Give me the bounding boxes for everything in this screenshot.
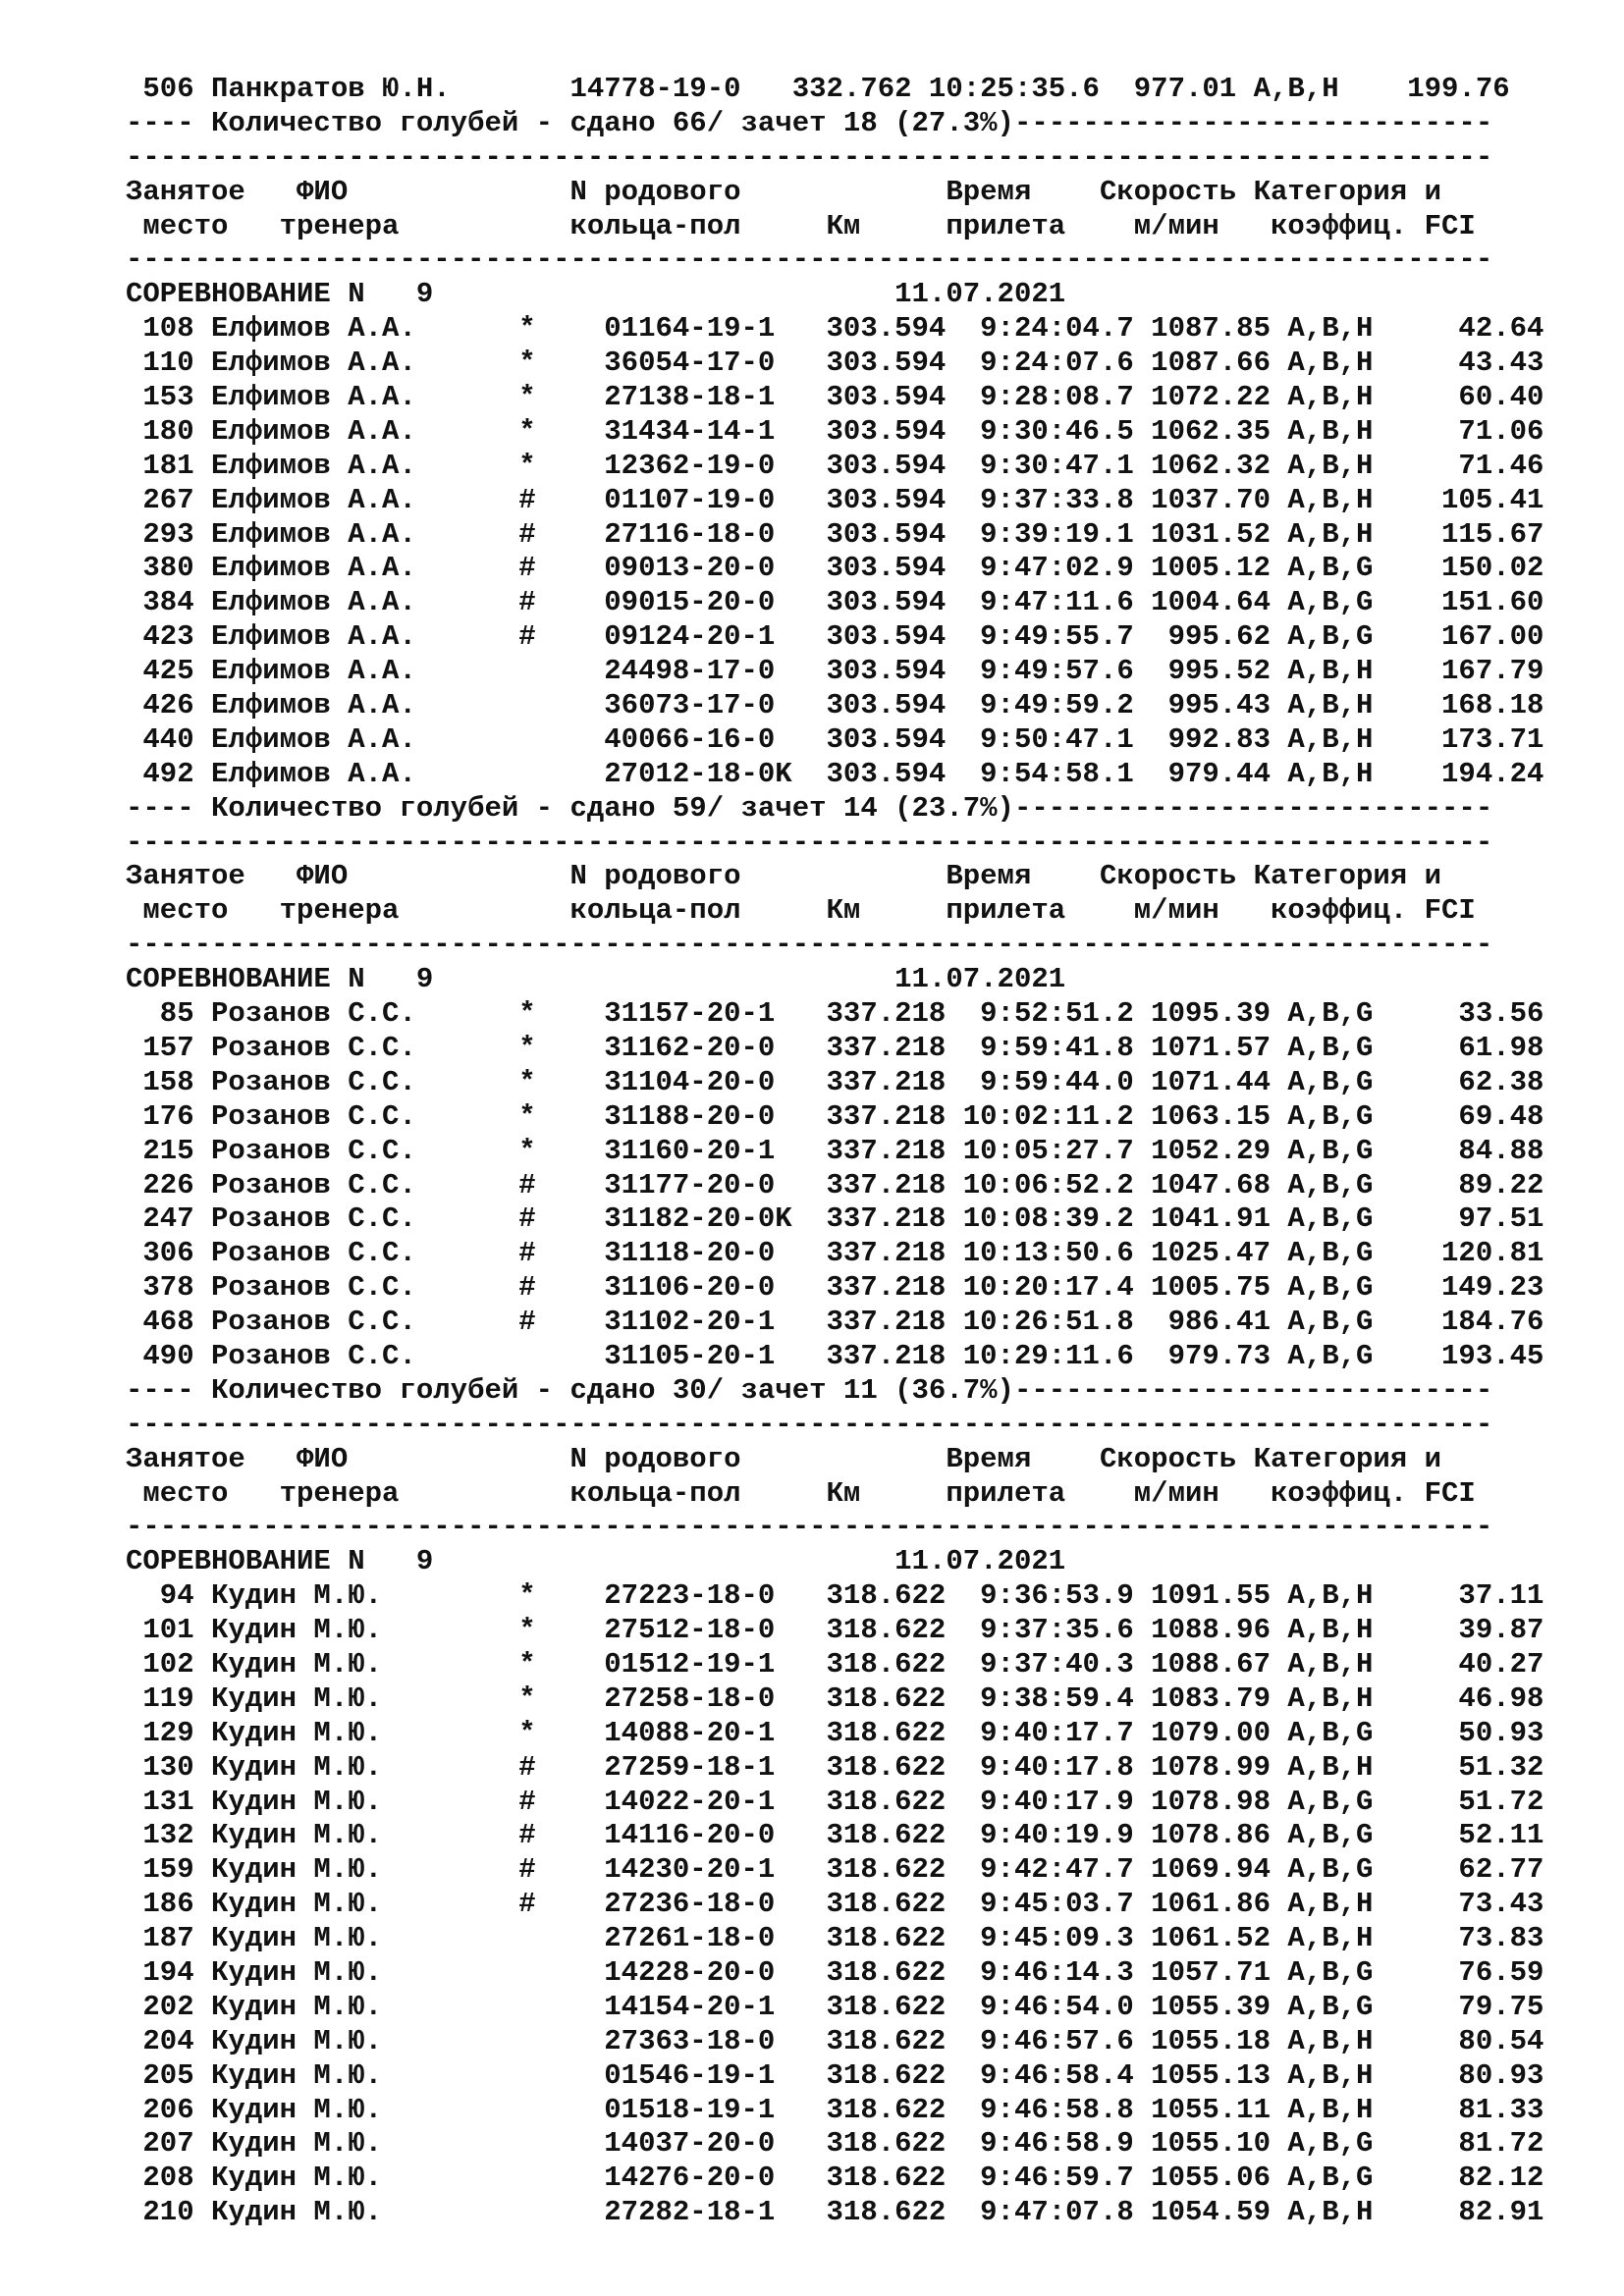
separator-rule: -------------------------------------------------------------------------------- — [126, 826, 1493, 859]
result-row: 267 Елфимов А.А. # 01107-19-0 303.594 9:37:33.8 1037.70 A,B,H 105.41 — [126, 483, 1544, 516]
result-row: 210 Кудин М.Ю. 27282-18-1 318.622 9:47:07.8 1054.59 A,B,H 82.91 — [126, 2196, 1544, 2229]
result-row: 176 Розанов С.С. * 31188-20-0 337.218 10:02:11.2 1063.15 A,B,G 69.48 — [126, 1099, 1544, 1133]
result-row: 490 Розанов С.С. 31105-20-1 337.218 10:29:11.6 979.73 A,B,G 193.45 — [126, 1339, 1544, 1372]
result-row: 226 Розанов С.С. # 31177-20-0 337.218 10:06:52.2 1047.68 A,B,G 89.22 — [126, 1168, 1544, 1201]
column-header-line-2: место тренера кольца-пол Км прилета м/мин коэффиц. FCI — [126, 1476, 1476, 1510]
separator-rule: -------------------------------------------------------------------------------- — [126, 243, 1493, 277]
competition-title: СОРЕВНОВАНИЕ N 9 11.07.2021 — [126, 278, 1066, 311]
pigeon-count-summary: ---- Количество голубей - сдано 59/ зачет 14 (23.7%)---------------------------- — [126, 791, 1493, 825]
result-row: 94 Кудин М.Ю. * 27223-18-0 318.622 9:36:53.9 1091.55 A,B,H 37.11 — [126, 1579, 1544, 1613]
result-row: 468 Розанов С.С. # 31102-20-1 337.218 10:26:51.8 986.41 A,B,G 184.76 — [126, 1306, 1544, 1339]
separator-rule: -------------------------------------------------------------------------------- — [126, 1408, 1493, 1441]
result-row: 130 Кудин М.Ю. # 27259-18-1 318.622 9:40:17.8 1078.99 A,B,H 51.32 — [126, 1750, 1544, 1784]
result-row: 208 Кудин М.Ю. 14276-20-0 318.622 9:46:59.7 1055.06 A,B,G 82.12 — [126, 2162, 1544, 2195]
result-row: 205 Кудин М.Ю. 01546-19-1 318.622 9:46:58.4 1055.13 A,B,H 80.93 — [126, 2058, 1544, 2092]
result-row: 194 Кудин М.Ю. 14228-20-0 318.622 9:46:14.3 1057.71 A,B,G 76.59 — [126, 1955, 1544, 1989]
competition-title: СОРЕВНОВАНИЕ N 9 11.07.2021 — [126, 963, 1066, 996]
result-row: 293 Елфимов А.А. # 27116-18-0 303.594 9:39:19.1 1031.52 A,B,H 115.67 — [126, 517, 1544, 551]
result-row: 380 Елфимов А.А. # 09013-20-0 303.594 9:47:02.9 1005.12 A,B,G 150.02 — [126, 552, 1544, 585]
result-row: 440 Елфимов А.А. 40066-16-0 303.594 9:50:47.1 992.83 A,B,H 173.71 — [126, 722, 1544, 756]
result-row: 215 Розанов С.С. * 31160-20-1 337.218 10:05:27.7 1052.29 A,B,G 84.88 — [126, 1134, 1544, 1167]
result-row: 425 Елфимов А.А. 24498-17-0 303.594 9:49:57.6 995.52 A,B,H 167.79 — [126, 655, 1544, 688]
result-row: 186 Кудин М.Ю. # 27236-18-0 318.622 9:45:03.7 1061.86 A,B,H 73.43 — [126, 1888, 1544, 1921]
result-row: 181 Елфимов А.А. * 12362-19-0 303.594 9:30:47.1 1062.32 A,B,H 71.46 — [126, 449, 1544, 482]
result-row: 492 Елфимов А.А. 27012-18-0K 303.594 9:54:58.1 979.44 A,B,H 194.24 — [126, 757, 1544, 790]
separator-rule: -------------------------------------------------------------------------------- — [126, 140, 1493, 174]
column-header-line-2: место тренера кольца-пол Км прилета м/мин коэффиц. FCI — [126, 894, 1476, 928]
first-result-row: 506 Панкратов Ю.Н. 14778-19-0 332.762 10:25:35.6 977.01 A,B,H 199.76 — [126, 73, 1510, 105]
result-row: 131 Кудин М.Ю. # 14022-20-1 318.622 9:40:17.9 1078.98 A,B,G 51.72 — [126, 1785, 1544, 1818]
competition-title: СОРЕВНОВАНИЕ N 9 11.07.2021 — [126, 1545, 1066, 1578]
result-row: 129 Кудин М.Ю. * 14088-20-1 318.622 9:40:17.7 1079.00 A,B,G 50.93 — [126, 1716, 1544, 1749]
result-row: 204 Кудин М.Ю. 27363-18-0 318.622 9:46:57.6 1055.18 A,B,H 80.54 — [126, 2024, 1544, 2057]
result-row: 426 Елфимов А.А. 36073-17-0 303.594 9:49:59.2 995.43 A,B,H 168.18 — [126, 689, 1544, 722]
result-row: 159 Кудин М.Ю. # 14230-20-1 318.622 9:42:47.7 1069.94 A,B,G 62.77 — [126, 1853, 1544, 1887]
result-row: 153 Елфимов А.А. * 27138-18-1 303.594 9:28:08.7 1072.22 A,B,H 60.40 — [126, 381, 1544, 414]
result-row: 158 Розанов С.С. * 31104-20-0 337.218 9:59:44.0 1071.44 A,B,G 62.38 — [126, 1065, 1544, 1098]
result-row: 306 Розанов С.С. # 31118-20-0 337.218 10:13:50.6 1025.47 A,B,G 120.81 — [126, 1237, 1544, 1270]
result-row: 119 Кудин М.Ю. * 27258-18-0 318.622 9:38:59.4 1083.79 A,B,H 46.98 — [126, 1682, 1544, 1715]
separator-rule: -------------------------------------------------------------------------------- — [126, 929, 1493, 962]
column-header-line-1: Занятое ФИО N родового Время Скорость Категория и — [126, 1442, 1442, 1475]
result-row: 384 Елфимов А.А. # 09015-20-0 303.594 9:47:11.6 1004.64 A,B,G 151.60 — [126, 586, 1544, 619]
result-row: 180 Елфимов А.А. * 31434-14-1 303.594 9:30:46.5 1062.35 A,B,H 71.06 — [126, 414, 1544, 448]
result-row: 108 Елфимов А.А. * 01164-19-1 303.594 9:24:04.7 1087.85 A,B,H 42.64 — [126, 312, 1544, 346]
column-header-line-2: место тренера кольца-пол Км прилета м/мин коэффиц. FCI — [126, 209, 1476, 242]
pigeon-count-summary: ---- Количество голубей - сдано 66/ зачет 18 (27.3%)---------------------------- — [126, 106, 1493, 139]
result-row: 378 Розанов С.С. # 31106-20-0 337.218 10:20:17.4 1005.75 A,B,G 149.23 — [126, 1271, 1544, 1305]
result-row: 247 Розанов С.С. # 31182-20-0K 337.218 10:08:39.2 1041.91 A,B,G 97.51 — [126, 1202, 1544, 1236]
result-row: 202 Кудин М.Ю. 14154-20-1 318.622 9:46:54.0 1055.39 A,B,G 79.75 — [126, 1990, 1544, 2023]
result-row: 206 Кудин М.Ю. 01518-19-1 318.622 9:46:58.8 1055.11 A,B,H 81.33 — [126, 2093, 1544, 2126]
column-header-line-1: Занятое ФИО N родового Время Скорость Категория и — [126, 860, 1442, 893]
result-row: 157 Розанов С.С. * 31162-20-0 337.218 9:59:41.8 1071.57 A,B,G 61.98 — [126, 1031, 1544, 1064]
result-row: 187 Кудин М.Ю. 27261-18-0 318.622 9:45:09.3 1061.52 A,B,H 73.83 — [126, 1922, 1544, 1955]
result-row: 423 Елфимов А.А. # 09124-20-1 303.594 9:49:55.7 995.62 A,B,G 167.00 — [126, 620, 1544, 654]
result-row: 102 Кудин М.Ю. * 01512-19-1 318.622 9:37:40.3 1088.67 A,B,H 40.27 — [126, 1647, 1544, 1681]
result-row: 110 Елфимов А.А. * 36054-17-0 303.594 9:24:07.6 1087.66 A,B,H 43.43 — [126, 347, 1544, 380]
result-row: 132 Кудин М.Ю. # 14116-20-0 318.622 9:40:19.9 1078.86 A,B,G 52.11 — [126, 1819, 1544, 1852]
column-header-line-1: Занятое ФИО N родового Время Скорость Категория и — [126, 175, 1442, 208]
results-sheet — [126, 73, 1598, 2230]
result-row: 85 Розанов С.С. * 31157-20-1 337.218 9:52:51.2 1095.39 A,B,G 33.56 — [126, 997, 1544, 1031]
result-row: 207 Кудин М.Ю. 14037-20-0 318.622 9:46:58.9 1055.10 A,B,G 81.72 — [126, 2127, 1544, 2161]
pigeon-count-summary: ---- Количество голубей - сдано 30/ зачет 11 (36.7%)---------------------------- — [126, 1373, 1493, 1407]
separator-rule: -------------------------------------------------------------------------------- — [126, 1511, 1493, 1544]
result-row: 101 Кудин М.Ю. * 27512-18-0 318.622 9:37:35.6 1088.96 A,B,H 39.87 — [126, 1614, 1544, 1647]
